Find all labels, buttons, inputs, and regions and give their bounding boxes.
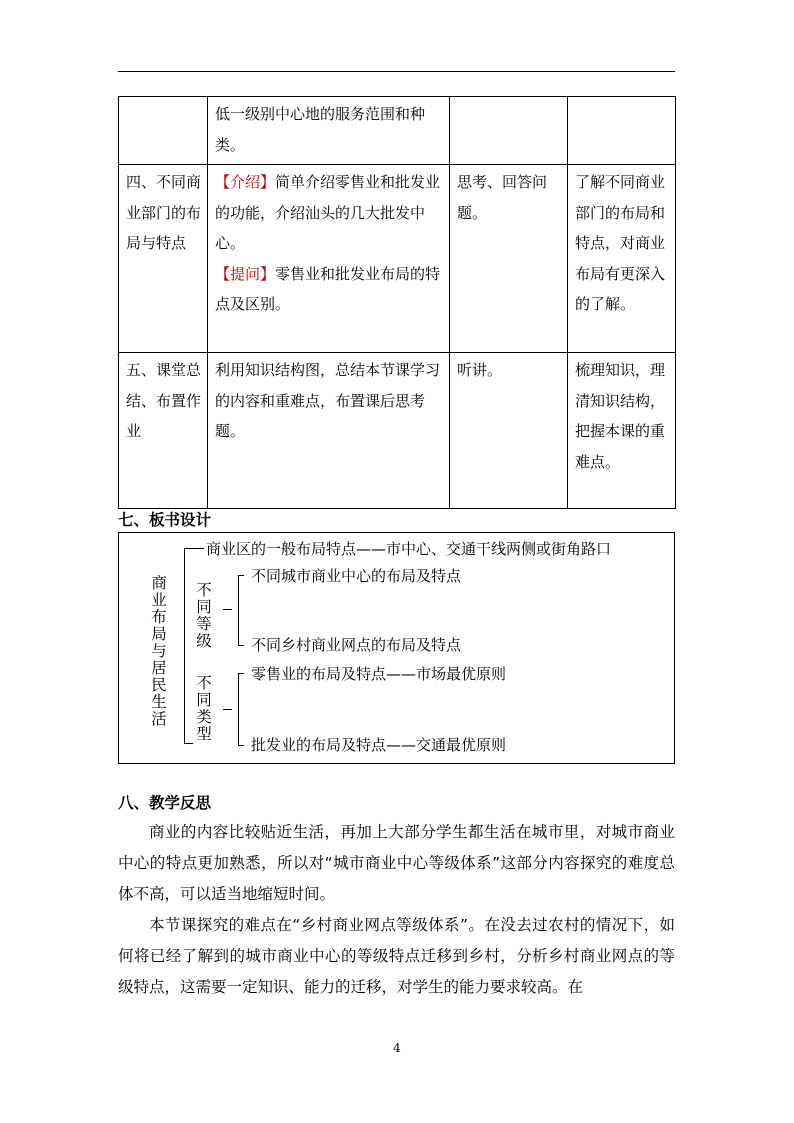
root-brace	[184, 548, 193, 744]
cell-stage	[119, 97, 208, 165]
cell-teacher-activity	[208, 97, 450, 165]
group-type-item-1: 零售业的布局及特点——市场最优原则	[251, 665, 507, 683]
group-level-item-2: 不同乡村商业网点的布局及特点	[251, 636, 462, 654]
activity-text: 利用知识结构图，总结本节课学习的内容和重难点，布置课后思考题。	[215, 361, 441, 440]
group-level-brace	[238, 575, 244, 646]
cell-teacher-activity	[208, 165, 450, 353]
group-label-type: 不同类型	[196, 674, 212, 743]
teacher-activity-paragraph	[215, 355, 443, 447]
bracket-tick	[223, 609, 232, 610]
table-row	[119, 165, 676, 353]
group-type-brace	[238, 673, 244, 746]
activity-text: 低一级别中心地的服务范围和种类。	[215, 105, 426, 154]
cell-teacher-activity	[208, 353, 450, 509]
header-rule	[118, 71, 675, 72]
teacher-activity-paragraph	[215, 99, 443, 160]
group-type-item-2: 批发业的布局及特点——交通最优原则	[251, 736, 507, 754]
cell-student-activity	[450, 97, 568, 165]
table-row	[119, 97, 676, 165]
page-number: 4	[393, 1041, 401, 1055]
activity-tag: 【介绍】	[215, 173, 276, 191]
cell-design-intent: 了解不同商业部门的布局和特点，对商业布局有更深入的了解。	[568, 165, 676, 353]
group-level-item-1: 不同城市商业中心的布局及特点	[251, 567, 462, 585]
bracket-tick	[192, 548, 204, 549]
board-design-diagram	[118, 532, 675, 764]
board-root-label: 商业布局与居民生活	[151, 574, 167, 728]
cell-design-intent: 梳理知识，理清知识结构，把握本课的重难点。	[568, 353, 676, 509]
cell-design-intent	[568, 97, 676, 165]
table-row	[119, 353, 676, 509]
bracket-tick	[223, 709, 232, 710]
teacher-activity-paragraph	[215, 167, 443, 259]
section-heading-board-design: 七、板书设计	[118, 511, 212, 529]
cell-student-activity: 听讲。	[450, 353, 568, 509]
reflection-paragraph-1: 商业的内容比较贴近生活，再加上大部分学生都生活在城市里，对城市商业中心的特点更加熟悉，所以对“城市商业中心等级体系”这部分内容探究的难度总体不高，可以适当地缩短时间。	[118, 823, 675, 903]
lesson-table	[118, 96, 676, 509]
section-heading-reflection: 八、教学反思	[118, 794, 212, 812]
activity-text: 简单介绍零售业和批发业的功能，介绍汕头的几大批发中心。	[215, 173, 441, 252]
reflection-paragraph-2: 本节课探究的难点在“乡村商业网点等级体系”。在没去过农村的情况下，如何将已经了解到的城市商业中心的等级特点迁移到乡村，分析乡村商业网点的等级特点，这需要一定知识、能力的迁移，对学生的能力要求较高。在	[118, 916, 675, 996]
cell-stage: 四、不同商业部门的布局与特点	[119, 165, 208, 353]
group-label-level: 不同等级	[196, 581, 212, 650]
cell-student-activity: 思考、回答问题。	[450, 165, 568, 353]
activity-tag: 【提问】	[215, 264, 276, 283]
cell-stage: 五、课堂总结、布置作业	[119, 353, 208, 509]
board-general-line: 商业区的一般布局特点——市中心、交通干线两侧或街角路口	[206, 540, 612, 558]
teacher-activity-paragraph	[215, 259, 443, 320]
activity-text: 零售业和批发业布局的特点及区别。	[215, 264, 441, 313]
